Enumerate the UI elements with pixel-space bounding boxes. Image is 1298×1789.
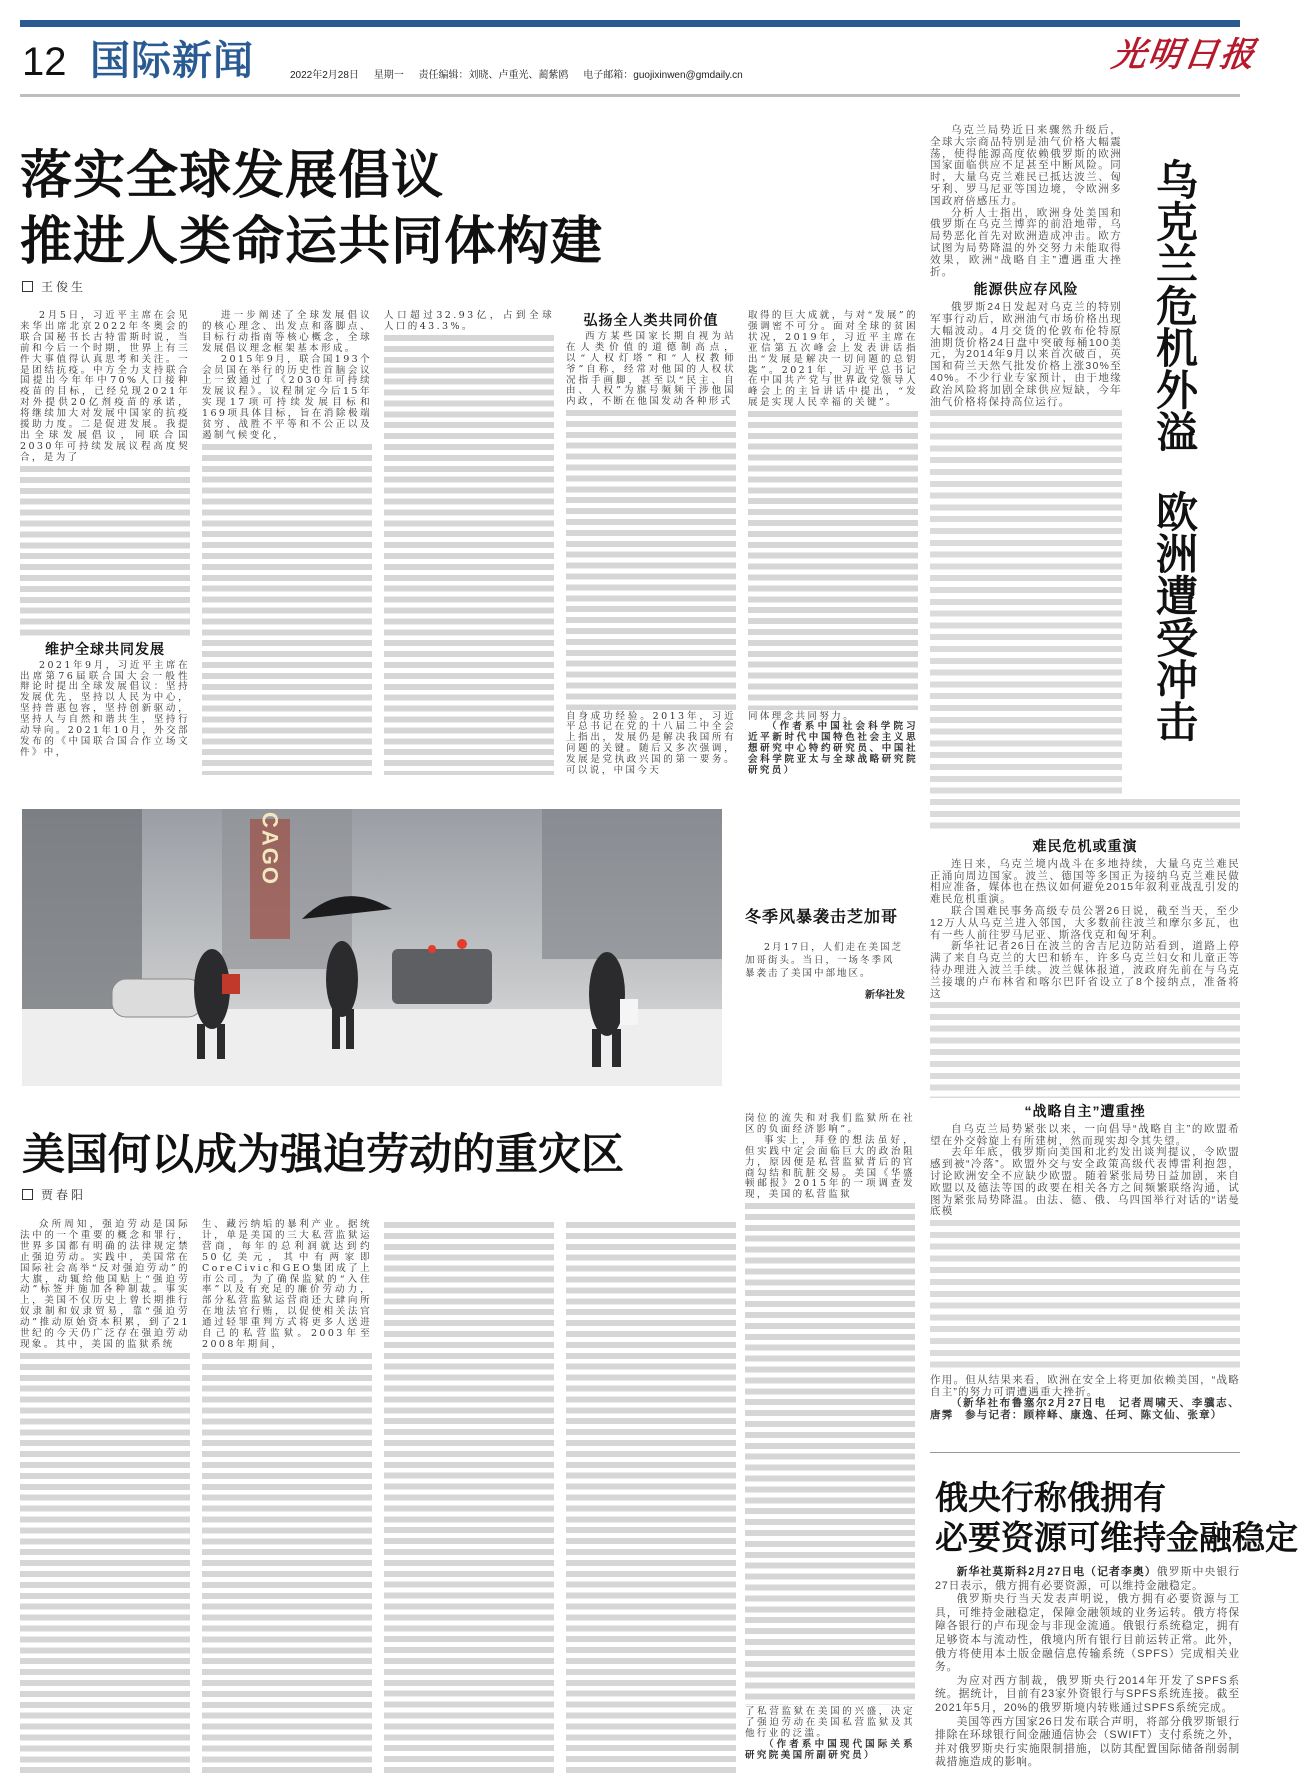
- traffic-light: [428, 945, 436, 953]
- headline-line: 欧洲遭受冲击: [1150, 490, 1199, 742]
- white-bag: [620, 999, 638, 1025]
- paragraph: 为应对西方制裁，俄罗斯央行2014年开发了SPFS系统。据统计，目前有23家外资银行与SPFS系统连接。截至2021年5月，20%的俄罗斯境内转账通过SPFS系统完成。: [935, 1674, 1240, 1714]
- dateline: （新华社布鲁塞尔2月27日电 记者周啸天、李骥志、唐霁 参与记者：顾梓峄、康逸、任珂、陈文仙、张章）: [930, 1397, 1240, 1422]
- paragraph: 进一步阐述了全球发展倡议的核心理念、出发点和落脚点、目标行动指南等核心概念，全球发展倡议理念框架基本形成。: [202, 310, 372, 354]
- article1-column-3: [384, 311, 554, 777]
- column-bottom-space: [745, 1762, 915, 1780]
- photo-credit: 新华社发: [865, 990, 905, 1001]
- subhead: “战略自主”遭重挫: [1024, 1103, 1146, 1119]
- article2-byline: [22, 1186, 86, 1203]
- text-lines: [202, 444, 372, 775]
- traffic-light: [457, 939, 467, 949]
- author-name: 贾春阳: [41, 1188, 87, 1202]
- article2-column-4: [566, 1220, 736, 1780]
- suv: [392, 949, 492, 1004]
- paragraph: 了私营监狱在美国的兴盛，决定了强迫劳动在美国私营监狱及其他行业的泛滥。: [745, 1706, 915, 1740]
- paragraph: 2月5日，习近平主席在会见来华出席北京2022年冬奥会的联合国秘书长古特雷斯时说，当前和今后一个时期，世界上有三件大事值得认真思考和关注。一是团结抗疫。中方全力支持联合国提出今年年中70%人口接种疫苗的目标，已经兑现2021年对外提供20亿剂疫苗的承诺，将继续加大对发展中国家的抗疫援助力度。二是促进发展。我提出全球发展倡议，同联合国2030年可持续发展议程高度契合，是为了: [20, 310, 190, 463]
- paragraph: [935, 1566, 1240, 1593]
- caption-text: 2月17日，人们走在美国芝加哥街头。当日，一场冬季风暴袭击了美国中部地区。: [745, 942, 904, 979]
- sign-text: CAGO: [257, 812, 283, 886]
- text-lines: [20, 1353, 190, 1778]
- article2-column-2: [202, 1220, 372, 1780]
- paragraph: 取得的巨大成就，与对“发展”的强调密不可分。面对全球的贫困状况，2019年，习近平主席在亚信第五次峰会上发表讲话指出“发展是解决一切问题的总钥匙”。2021年，习近平总书记在中国共产党与世界政党领导人峰会上的主旨讲话中提出，“发展是实现人民幸福的关键”。: [748, 310, 918, 409]
- article1-column-2: [202, 311, 372, 777]
- text-lines: [930, 1220, 1240, 1373]
- ukraine-column-middle: [930, 797, 1240, 1100]
- paragraph: 连日来，乌克兰境内战斗在多地持续，大量乌克兰难民正涌向周边国家。波兰、德国等多国正为接纳乌克兰难民做相应准备，媒体也在热议如何避免2015年叙利亚战乱引发的难民危机重演。: [930, 857, 1240, 906]
- byline-box-icon: [22, 1189, 33, 1200]
- paragraph: 自乌克兰局势紧张以来，一向倡导“战略自主”的欧盟希望在外交斡旋上有所建树，然而现实却令其失望。: [930, 1122, 1240, 1147]
- paragraph: 2015年9月，联合国193个会员国在举行的历史性首脑会议上一致通过了《2030年可持续发展议程》。议程制定今后15年实现17项可持续发展目标和169项具体目标，旨在消除极端贫穷、战胜不平等和不公正以及遏制气候变化，: [202, 353, 372, 441]
- paragraph: 美国等西方国家26日发布联合声明，将部分俄罗斯银行排除在环球银行间金融通信协会（SWIFT）支付系统之外，并对俄罗斯央行实施限制措施，以防其配置国际储备削弱制裁措施造成的影响。: [935, 1715, 1240, 1769]
- article2-headline: 美国何以成为强迫劳动的重灾区: [22, 1130, 624, 1180]
- article-divider: [930, 1452, 1240, 1453]
- red-bag: [222, 974, 240, 994]
- article1-byline: [22, 278, 86, 295]
- page-number: 12: [22, 40, 67, 84]
- headline-line: 落实全球发展倡议: [20, 145, 445, 206]
- text-lines: [566, 1222, 736, 1778]
- headline-line: 必要资源可维持金融稳定: [935, 1518, 1298, 1557]
- paragraph: 众所周知，强迫劳动是国际法中的一个重要的概念和罪行，世界多国都有明确的法律规定禁止强迫劳动。实践中，美国常在国际社会高举“反对强迫劳动”的大旗，动辄给他国贴上“强迫劳动”标签并施加各种制裁。事实上，美国不仅历史上曾长期推行奴隶制和奴隶贸易，靠“强迫劳动”推动原始资本积累，到了21世纪的今天仍广泛存在强迫劳动现象。其中，美国的监狱系统: [20, 1219, 190, 1350]
- paragraph: 分析人士指出，欧洲身处美国和俄罗斯在乌克兰博弈的前沿地带，乌局势恶化首先对欧洲造成冲击。欧方试图为局势降温的外交努力未能取得效果，欧洲“战略自主”遭遇重大挫折。: [930, 206, 1122, 278]
- paragraph: 自身成功经验。2013年，习近平总书记在党的十八届二中全会上指出，发展仍是解决我国所有问题的关键。随后又多次强调，发展是党执政兴国的第一要务。可以说，中国今天: [566, 710, 736, 777]
- russia-bank-headline: [935, 1478, 1298, 1558]
- masthead-divider: [20, 94, 1240, 97]
- car: [112, 979, 202, 1017]
- paragraph: 新华社记者26日在波兰的舍吉尼边防站看到，道路上停满了来自乌克兰的大巴和轿车，许多乌克兰妇女和儿童正等待办理进入波兰手续。波兰媒体报道，波政府先前在与乌克兰接壤的卢布林省和喀尔巴阡省设立了8个接纳点，准备将这: [930, 940, 1240, 1000]
- author-note: （作者系中国社会科学院习近平新时代中国特色社会主义思想研究中心特约研究员、中国社会科学院亚太与全球战略研究院研究员）: [748, 721, 918, 777]
- paragraph: 生、藏污纳垢的暴利产业。据统计，单是美国的三大私营监狱运营商，每年的总利润就达到约50亿美元，其中有两家即CoreCivic和GEO集团成了上市公司。为了确保监狱的“入住率”以及有充足的廉价劳动力，部分私营监狱运营商还大肆向所在地法官行贿，以促使相关法官通过轻罪重判方式将更多人送进自己的私营监狱。2003年至2008年期间，: [202, 1219, 372, 1350]
- caption-title: 冬季风暴袭击芝加哥: [745, 909, 899, 926]
- issue-weekday: 星期一: [373, 70, 404, 81]
- paragraph: 2021年9月，习近平主席在出席第76届联合国大会一般性辩论时提出全球发展倡议：坚持发展优先，坚持以人民为中心，坚持普惠包容，坚持创新驱动，坚持人与自然和谐共生，坚持行动导向。2021年10月，外交部发布的《中国联合国合作立场文件》中，: [20, 659, 190, 758]
- text-lines: [20, 466, 190, 636]
- photo-image: [22, 809, 722, 1086]
- byline-box-icon: [22, 281, 33, 292]
- text-lines: [384, 335, 554, 775]
- subhead: 难民危机或重演: [1032, 838, 1138, 854]
- headline-line: 推进人类命运共同体构建: [20, 211, 604, 273]
- article1-column-1: [20, 311, 190, 777]
- email: 电子邮箱：guojixinwen@gmdaily.cn: [583, 70, 743, 81]
- article1-headline: [20, 145, 603, 274]
- paragraph: 西方某些国家长期自视为站在人类价值的道德制高点，以“人权灯塔”和“人权教师爷”自称，经常对他国的人权状况指手画脚，甚至以“民主、自由、人权”为旗号频频干涉他国内政，不断在他国发动各种形式: [566, 330, 736, 408]
- text-lines: [745, 1203, 915, 1705]
- russia-bank-body: [935, 1566, 1240, 1788]
- text-lines: [930, 410, 1122, 795]
- subhead: 弘扬全人类共同价值: [583, 312, 719, 328]
- paragraph: 俄罗斯央行当天发表声明说，俄方拥有必要资源与工具，可维持金融稳定，保障金融领域的业务运转。俄方将保障各银行的卢布现金与非现金流通。俄银行系统稳定，拥有足够资本与流动性，俄境内所有银行目前运转正常。此外，俄方将使用本土版金融信息传输系统（SPFS）完成相关业务。: [935, 1593, 1240, 1674]
- paragraph: 同体理念共同努力。: [748, 710, 856, 722]
- ukraine-column-top: [930, 125, 1122, 797]
- lead-text: 俄罗斯中央银行27日表示，俄方拥有必要资源，可以维持金融稳定。: [935, 1566, 1240, 1592]
- article2-column-1: [20, 1220, 190, 1780]
- text-lines: [202, 1353, 372, 1778]
- paragraph: 事实上，拜登的想法虽好，但实践中定会面临巨大的政治阻力，原因便是私营监狱背后的官商勾结和肮脏交易。美国《华盛顿邮报》2015年的一项调查发现，美国的私营监狱: [745, 1134, 915, 1201]
- section-title: 国际新闻: [90, 37, 254, 84]
- news-photo-chicago-storm: [22, 809, 722, 1086]
- masthead-info: [290, 66, 755, 81]
- article1-column-5: [748, 311, 918, 777]
- author-note: （作者系中国现代国际关系研究院美国所副研究员）: [745, 1739, 915, 1762]
- paragraph: 去年年底，俄罗斯向美国和北约发出谈判提议，令欧盟感到被“冷落”。欧盟外交与安全政策高级代表博雷利抱怨，讨论欧洲安全不应缺少欧盟。随着紧张局势日益加剧，来自欧盟以及德法等国的政要在相关各方之间频繁联络沟通，试图为紧张局势降温。由法、德、俄、乌四国举行对话的“诺曼底模: [930, 1146, 1240, 1218]
- newspaper-logo: 光明日报: [1109, 35, 1259, 75]
- article1-column-4: [566, 311, 736, 777]
- building: [542, 809, 722, 959]
- text-lines: [930, 1002, 1240, 1098]
- text-lines: [384, 1222, 554, 1778]
- text-lines: [930, 799, 1240, 833]
- masthead-top-bar: [20, 20, 1240, 27]
- dateline: 新华社莫斯科2月27日电（记者李奥）: [956, 1566, 1157, 1578]
- ukraine-column-bottom: [930, 1100, 1240, 1422]
- subhead: 维护全球共同发展: [45, 640, 165, 657]
- paragraph: 俄罗斯24日发起对乌克兰的特别军事行动后，欧洲油气市场价格出现大幅波动。4月交货的伦敦布伦特原油期货价格24日盘中突破每桶100美元，为2014年9月以来首次破百，英国和荷兰天然气批发价格上涨30%至40%。不少行业专家预计，由于地缘政治风险将加剧全球供应短缺，今年油气价格将保持高位运行。: [930, 301, 1122, 408]
- paragraph: 岗位的流失和对我们监狱所在社区的负面经济影响”。: [745, 1113, 915, 1135]
- photo-caption: [745, 904, 905, 1001]
- article2-column-3: [384, 1220, 554, 1780]
- paragraph: 乌克兰局势近日来骤然升级后，全球大宗商品特别是油气价格大幅震荡，使得能源高度依赖俄罗斯的欧洲国家面临供应不足甚至中断风险。同时，大量乌克兰难民已抵达波兰、匈牙利、罗马尼亚等国边境，令欧洲多国政府倍感压力。: [930, 124, 1122, 207]
- text-lines: [566, 410, 736, 709]
- paragraph: 作用。但从结果来看，欧洲在安全上将更加依赖美国，“战略自主”的努力可谓遭遇重大挫折。: [930, 1373, 1240, 1398]
- headline-line: 乌克兰危机外溢: [1150, 158, 1199, 452]
- text-lines: [748, 411, 918, 709]
- issue-date: 2022年2月28日: [290, 70, 359, 81]
- headline-line: 俄央行称俄拥有: [935, 1478, 1166, 1517]
- paragraph: 联合国难民事务高级专员公署26日说，截至当天，至少12万人从乌克兰进入邻国，大多数前往波兰和摩尔多瓦，也有一些人前往罗马尼亚、斯洛伐克和匈牙利。: [930, 904, 1240, 941]
- editors: 责任编辑：刘晓、卢重光、蔺紫鸥: [418, 70, 569, 81]
- article2-column-5: [745, 1114, 915, 1780]
- ukraine-vertical-headline-2: [1150, 490, 1198, 742]
- author-name: 王俊生: [41, 280, 87, 294]
- ukraine-vertical-headline: [1150, 158, 1198, 452]
- subhead: 能源供应存风险: [973, 281, 1079, 298]
- paragraph: 人口超过32.93亿，占到全球人口的43.3%。: [384, 310, 554, 332]
